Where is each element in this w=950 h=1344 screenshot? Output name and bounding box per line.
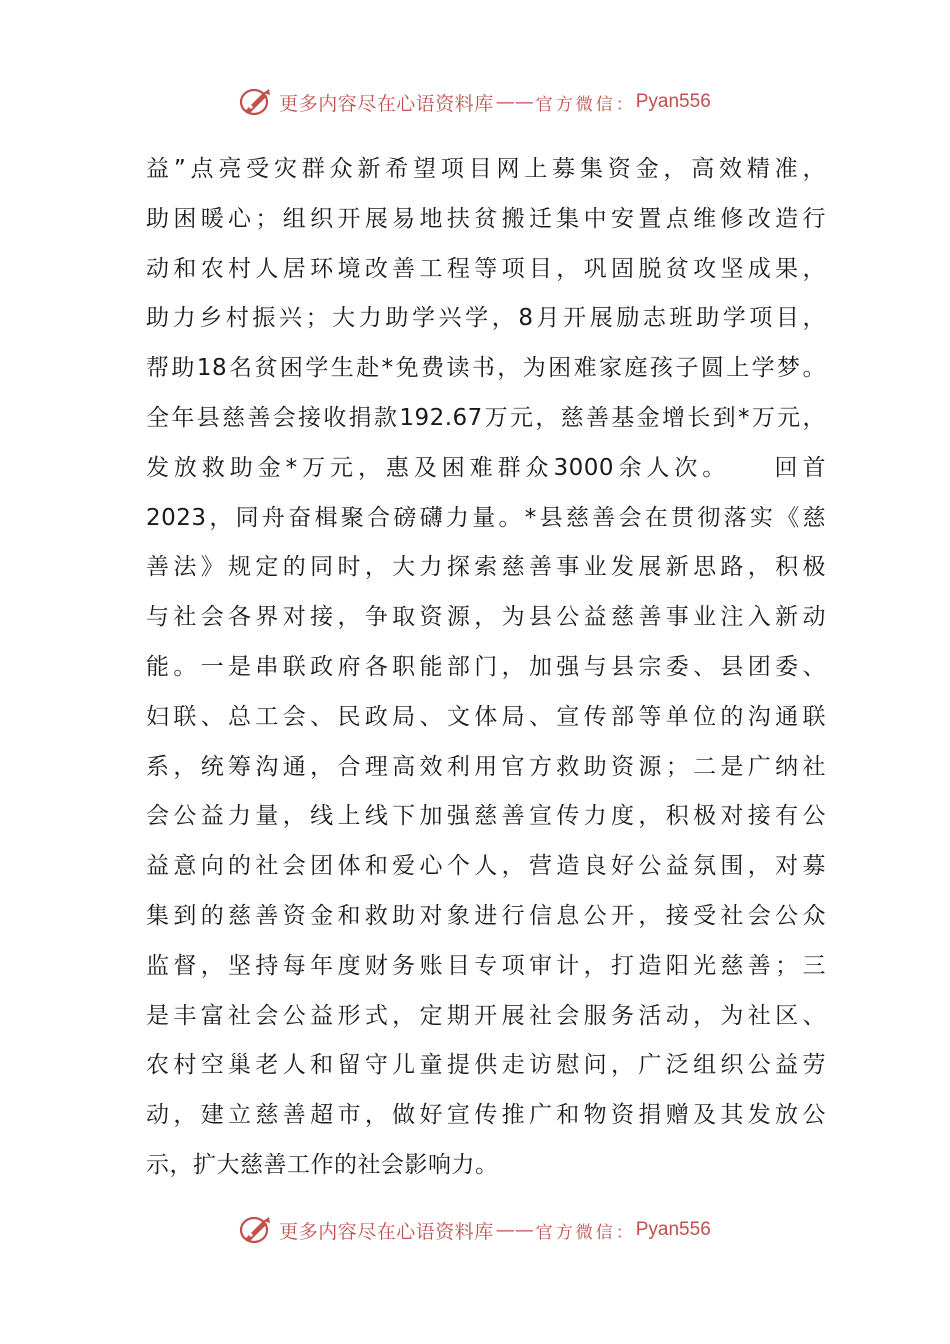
body-line: 能。一是串联政府各职能部门，加强与县宗委、县团委、 xyxy=(146,653,826,680)
body-line: 益”点亮受灾群众新希望项目网上募集资金，高效精准， xyxy=(146,156,826,182)
body-line: 系，统筹沟通，合理高效利用官方救助资源；二是广纳社 xyxy=(146,753,826,780)
banner-brand-text: 更多内容尽在心语资料库 xyxy=(279,1220,494,1243)
body-line: 动和农村人居环境改善工程等项目，巩固脱贫攻坚成果， xyxy=(146,255,826,282)
body-line: 益意向的社会团体和爱心个人，营造良好公益氛围，对募 xyxy=(146,853,826,880)
banner-dash: —— xyxy=(495,91,534,113)
pen-nib-icon xyxy=(239,1213,273,1247)
pen-nib-icon xyxy=(239,85,273,119)
banner-dash: —— xyxy=(495,1219,534,1241)
body-line: 集到的慈善资金和救助对象进行信息公开，接受社会公众 xyxy=(146,902,826,929)
banner-brand-text: 更多内容尽在心语资料库 xyxy=(279,92,494,115)
banner-wechat-id: Pyan556 xyxy=(635,1219,711,1240)
body-line: 是丰富社会公益形式，定期开展社会服务活动，为社区、 xyxy=(146,1002,826,1029)
document-body xyxy=(146,145,826,1191)
banner-wechat-label: 官方微信： xyxy=(535,1222,636,1243)
body-line: 监督，坚持每年度财务账目专项审计，打造阳光慈善；三 xyxy=(146,952,826,979)
footer-banner xyxy=(0,1210,950,1250)
body-line: 助困暖心；组织开展易地扶贫搬迁集中安置点维修改造行 xyxy=(146,205,826,232)
body-line: 与社会各界对接，争取资源，为县公益慈善事业注入新动 xyxy=(146,604,826,631)
body-line: 善法》规定的同时，大力探索慈善事业发展新思路，积极 xyxy=(146,554,826,581)
body-line: 全年县慈善会接收捐款192.67万元，慈善基金增长到*万元， xyxy=(146,404,826,431)
body-line: 动，建立慈善超市，做好宣传推广和物资捐赠及其发放公 xyxy=(146,1102,826,1129)
body-line: 示，扩大慈善工作的社会影响力。 xyxy=(146,1151,499,1178)
banner-wechat-id: Pyan556 xyxy=(635,91,711,112)
banner-wechat-label: 官方微信： xyxy=(535,94,636,115)
body-line: 会公益力量，线上线下加强慈善宣传力度，积极对接有公 xyxy=(146,803,826,830)
body-line: 帮助18名贫困学生赴*免费读书，为困难家庭孩子圆上学梦。 xyxy=(146,355,826,382)
body-line: 发放救助金*万元，惠及困难群众3000余人次。 回首 xyxy=(146,454,826,481)
body-line: 助力乡村振兴；大力助学兴学，8月开展励志班助学项目， xyxy=(146,305,826,332)
body-line: 妇联、总工会、民政局、文体局、宣传部等单位的沟通联 xyxy=(146,703,826,730)
body-line: 农村空巢老人和留守儿童提供走访慰问，广泛组织公益劳 xyxy=(146,1052,826,1079)
body-line: 2023，同舟奋楫聚合磅礴力量。*县慈善会在贯彻落实《慈 xyxy=(146,504,826,531)
header-banner xyxy=(0,82,950,122)
